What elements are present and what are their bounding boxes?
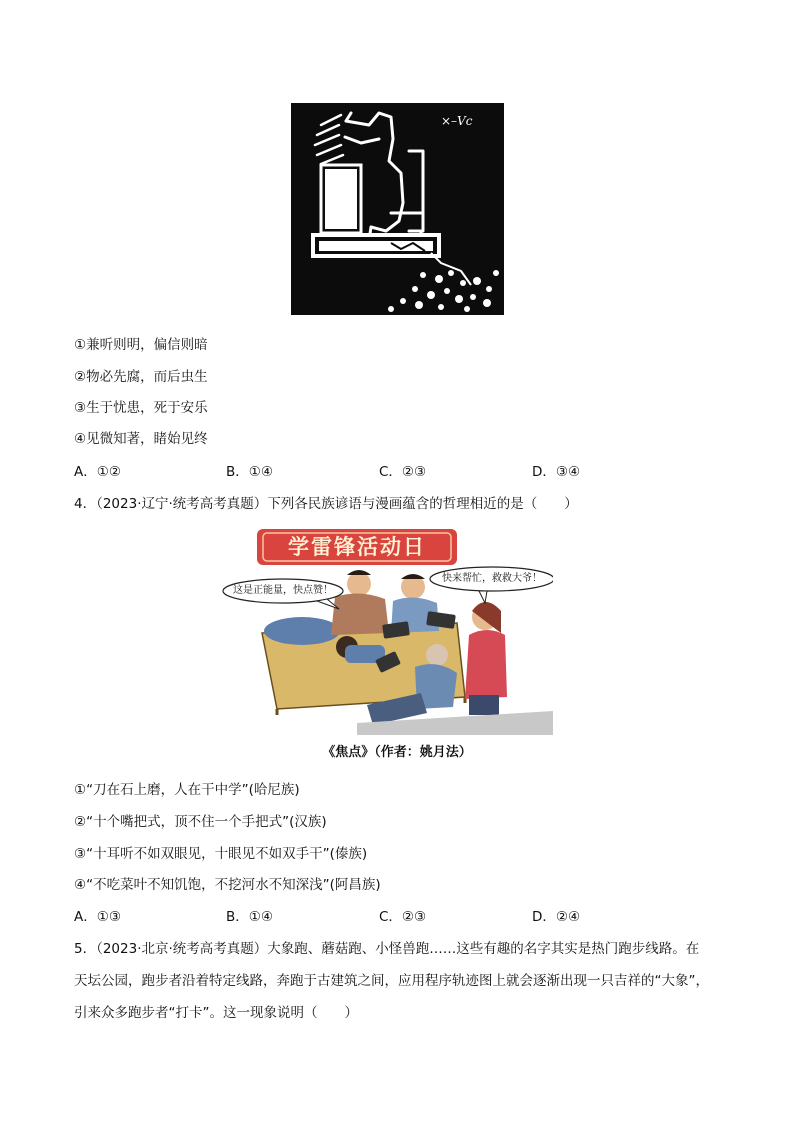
q4-option-a[interactable]: A．①③ bbox=[74, 909, 121, 925]
q3-option-c[interactable]: C．②③ bbox=[379, 464, 427, 480]
q3-statement: ③生于忧患，死于安乐 bbox=[74, 400, 208, 416]
q5-question-line: 5．（2023·北京·统考高考真题）大象跑、蘑菇跑、小怪兽跑……这些有趣的名字其实是热门跑步线路。在 bbox=[74, 941, 700, 957]
q4-statement: ①“刀在石上磨，人在干中学”(哈尼族) bbox=[74, 782, 300, 798]
q3-statement: ②物必先腐，而后虫生 bbox=[74, 369, 208, 385]
comic-banner: 学雷锋活动日 bbox=[288, 535, 426, 559]
speech-bubble-left: 这是正能量，快点赞！ bbox=[233, 585, 333, 596]
comic-caption: 《焦点》（作者：姚月法） bbox=[322, 745, 472, 760]
cliff-pedestal-comic bbox=[291, 103, 504, 315]
q5-question-line: 引来众多跑步者“打卡”。这一现象说明（ ） bbox=[74, 1005, 358, 1021]
comic-signature: ×–Vc bbox=[441, 114, 473, 128]
q3-statement: ④见微知著，睹始见终 bbox=[74, 431, 208, 447]
q3-option-d[interactable]: D．③④ bbox=[532, 464, 581, 480]
q4-question: 4．（2023·辽宁·统考高考真题）下列各民族谚语与漫画蕴含的哲理相近的是（ ） bbox=[74, 496, 578, 512]
q4-option-b[interactable]: B．①④ bbox=[226, 909, 273, 925]
q4-statement: ③“十耳听不如双眼见，十眼见不如双手干”(傣族) bbox=[74, 846, 368, 862]
lei-feng-day-comic bbox=[217, 527, 553, 735]
q3-option-b[interactable]: B．①④ bbox=[226, 464, 273, 480]
q3-option-a[interactable]: A．①② bbox=[74, 464, 121, 480]
q3-statement: ①兼听则明，偏信则暗 bbox=[74, 337, 208, 353]
q4-statement: ②“十个嘴把式，顶不住一个手把式”(汉族) bbox=[74, 814, 327, 830]
speech-bubble-right: 快来帮忙，救救大爷！ bbox=[442, 573, 542, 584]
q4-option-c[interactable]: C．②③ bbox=[379, 909, 427, 925]
q4-statement: ④“不吃菜叶不知饥饱，不挖河水不知深浅”(阿昌族) bbox=[74, 877, 381, 893]
q5-question-line: 天坛公园，跑步者沿着特定线路，奔跑于古建筑之间，应用程序轨迹图上就会逐渐出现一只吉祥的“大象”， bbox=[74, 973, 709, 989]
q4-option-d[interactable]: D．②④ bbox=[532, 909, 581, 925]
